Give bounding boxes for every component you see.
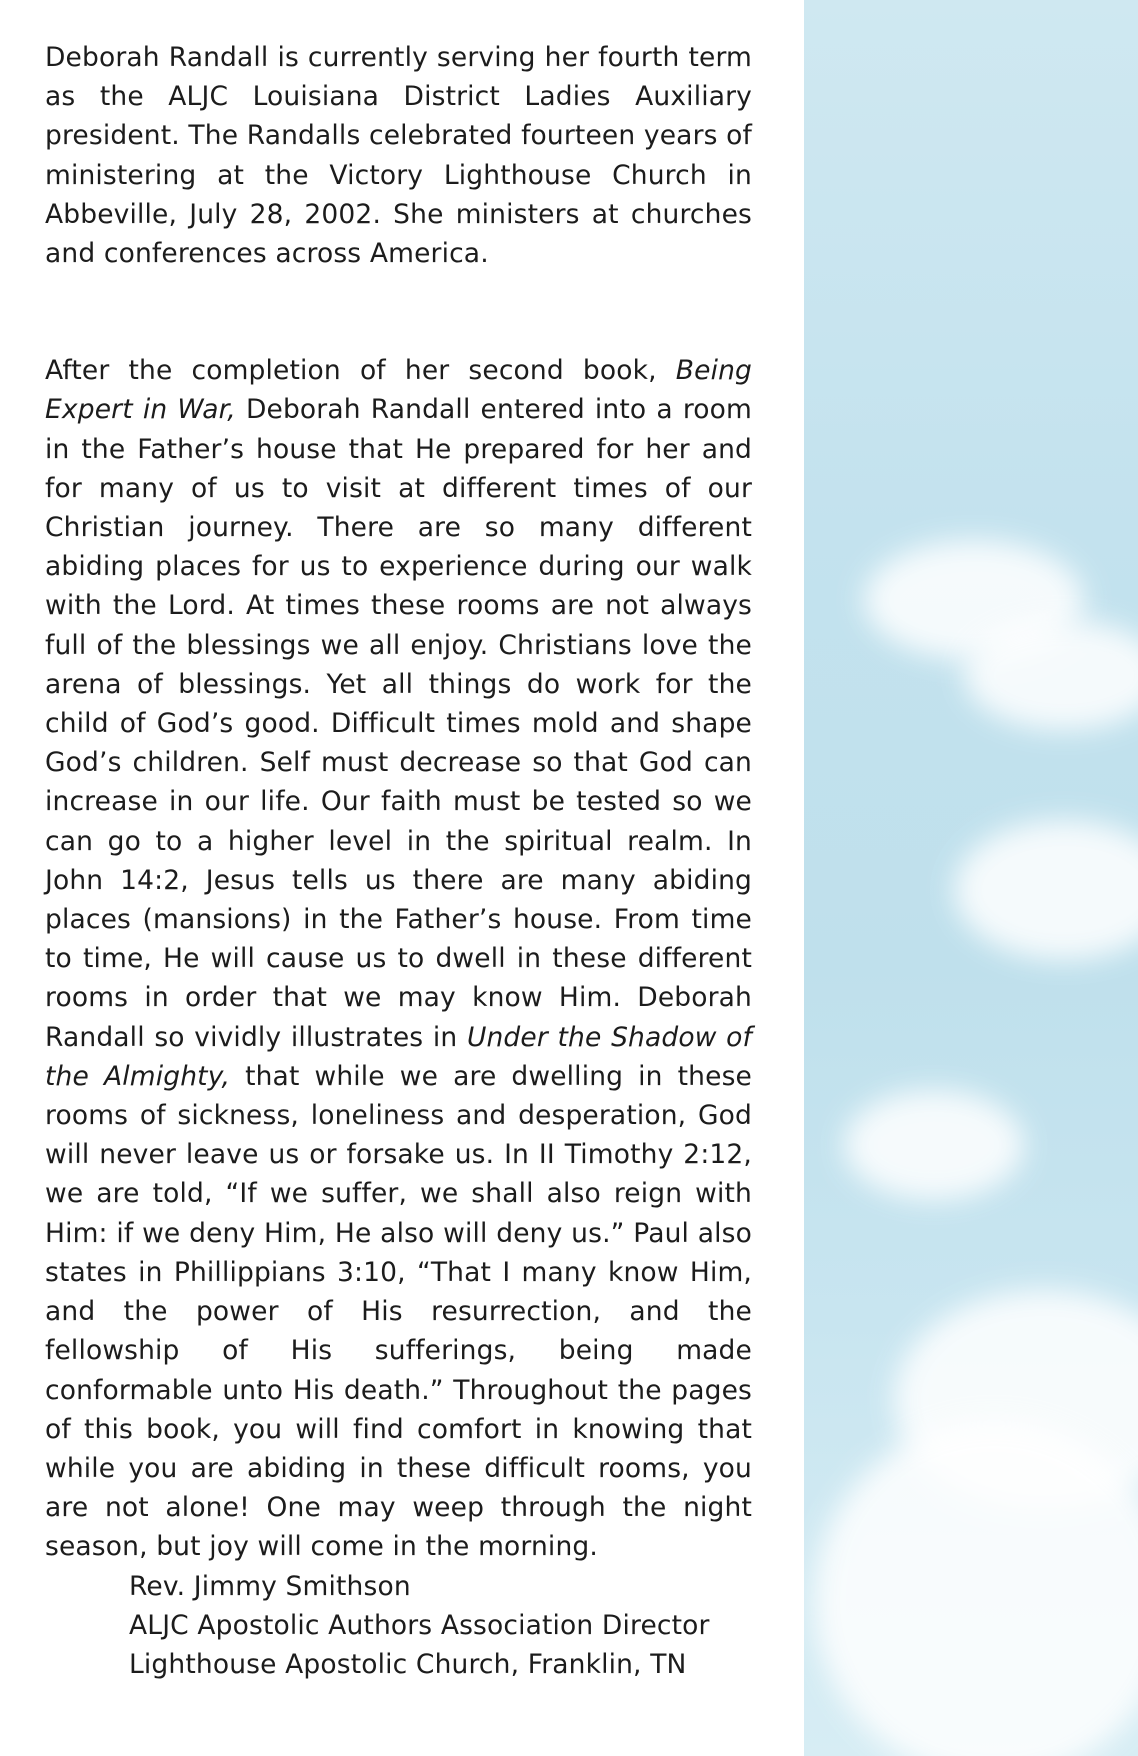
book-title-under-the-shadow: Under the Shadow of the Almighty, (45, 1021, 752, 1092)
endorsement-text: Deborah Randall entered into a room in the Father’s house that He prepared for her and for many of us to visit at different times of our Christian journey. There are so many different abiding places for us to experience during our walk with the Lord. At times these rooms are not always full of the blessings we all enjoy. Christians love the arena of blessings. Yet all things do work for the child of God’s good. Difficult times mold and shape God’s children. Self must decrease so that God can increase in our life. Our faith must be tested so we can go to a higher level in the spiritual realm. In John 14:2, Jesus tells us there are many abiding places (mansions) in the Father’s house. From time to time, He will cause us to dwell in these different rooms in order that we may know Him. Deborah Randall so vividly illustrates in (45, 394, 752, 1053)
endorsement-text: that while we are dwelling in these rooms of sickness, loneliness and desperation, God will never leave us or forsake us. In II Timothy 2:12, we are told, “If we suffer, we shall also reign with Him: if we deny Him, He also will deny us.” Paul also states in Phillippians 3:10, “That I many know Him, and the power of His resurrection, and the fellowship of His sufferings, being made conformable unto His death.” Throughout the pages of this book, you will find comfort in knowing that while you are abiding in these difficult rooms, you are not alone! One may weep through the night season, but joy will come in the morning. (45, 1060, 752, 1563)
endorsement-text: After the completion of her second book, (45, 355, 676, 387)
signature-title: ALJC Apostolic Authors Association Director (129, 1609, 710, 1641)
signature-name: Rev. Jimmy Smithson (129, 1570, 411, 1602)
author-bio-paragraph: Deborah Randall is currently serving her fourth term as the ALJC Louisiana District Ladies Auxiliary president. The Randalls celebrated fourteen years of ministering at the Victory Lighthouse Church in Abbeville, July 28, 2002. She ministers at churches and conferences across America. (45, 42, 752, 270)
book-title-being-expert-in-war: Being Expert in War, (45, 355, 752, 426)
sky-clouds-image (804, 0, 1138, 1756)
signature-block (129, 1567, 752, 1685)
signature-church: Lighthouse Apostolic Church, Franklin, TN (129, 1648, 687, 1680)
text-column (45, 38, 752, 1684)
endorsement-paragraph (45, 351, 752, 1566)
